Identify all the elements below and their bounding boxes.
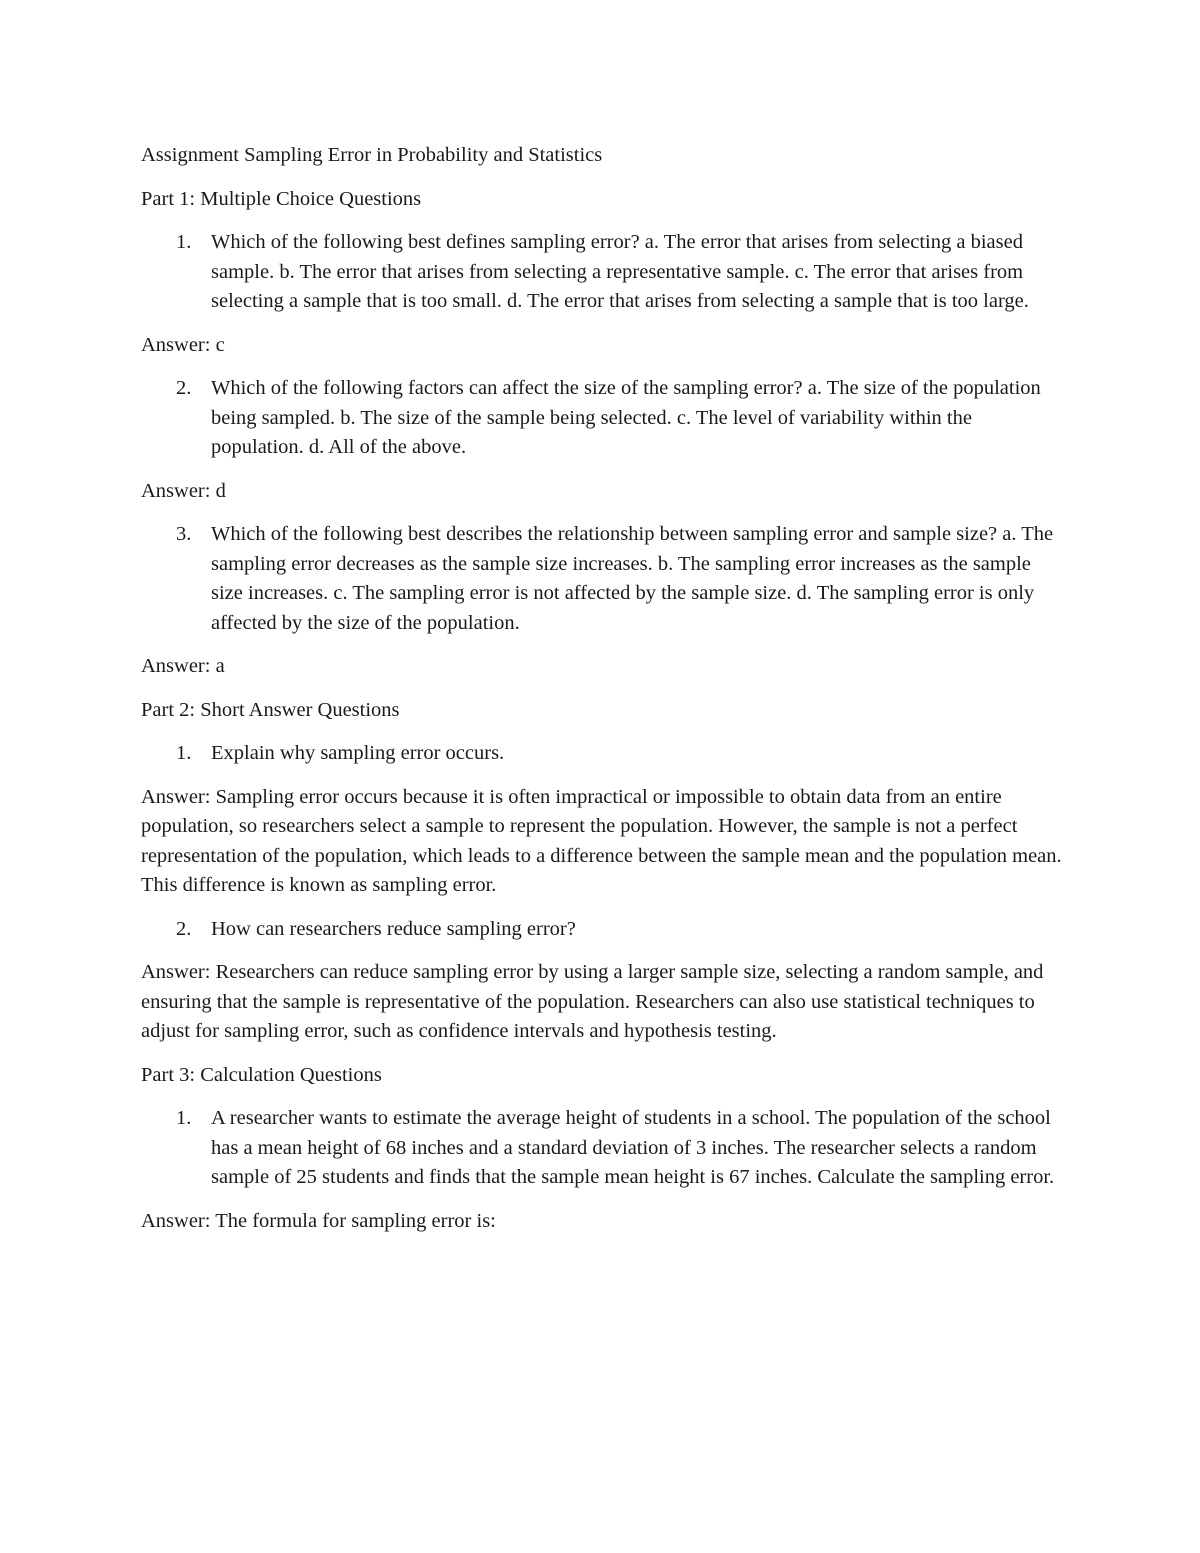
question-number: 1.: [176, 231, 192, 253]
part-1-question-1: [141, 228, 1066, 317]
part-2-question-2: [141, 915, 1066, 945]
part-1-question-2: [141, 374, 1066, 463]
question-number: 1.: [176, 742, 192, 764]
question-text: Which of the following best defines sampling error? a. The error that arises from selecting a biased sample. b. The error that arises from selecting a representative sample. c. The error that arises from selecting a sample that is too small. d. The error that arises from selecting a sample that is too large.: [211, 231, 1029, 312]
answer-text: Answer: The formula for sampling error is:: [141, 1209, 496, 1232]
question-number: 2.: [176, 377, 192, 399]
question-item: [141, 374, 1066, 463]
question-number: 3.: [176, 523, 192, 545]
question-item: [141, 228, 1066, 317]
part-1-heading: Part 1: Multiple Choice Questions: [141, 187, 422, 210]
question-text: Which of the following best describes the relationship between sampling error and sample size? a. The sampling error decreases as the sample size increases. b. The sampling error increases as the sample size increases. c. The sampling error is not affected by the sample size. d. The sampling error is only affected by the size of the population.: [211, 523, 1054, 634]
question-item: [141, 520, 1066, 638]
answer-text: Answer: a: [141, 655, 225, 677]
question-text: Which of the following factors can affect the size of the sampling error? a. The size of the population being sampled. b. The size of the sample being selected. c. The level of variability within the population. d. All of the above.: [211, 377, 1041, 458]
question-text: How can researchers reduce sampling error?: [211, 917, 576, 940]
answer-text: Answer: d: [141, 479, 226, 502]
part-2-heading: Part 2: Short Answer Questions: [141, 698, 400, 721]
question-number: 1.: [176, 1107, 192, 1129]
document-title: Assignment Sampling Error in Probability and Statistics: [141, 144, 603, 166]
question-item: [141, 1104, 1066, 1193]
question-item: [141, 739, 1066, 769]
question-item: [141, 915, 1066, 945]
document-body: [141, 141, 1066, 1250]
part-3-heading: Part 3: Calculation Questions: [141, 1063, 382, 1086]
part-3-question-1: [141, 1104, 1066, 1193]
part-1-question-3: [141, 520, 1066, 638]
answer-text: Answer: Researchers can reduce sampling error by using a larger sample size, selecting a random sample, and ensuring that the sample is representative of the population. Researchers can also use statistical techniques to adjust for sampling error, such as confidence intervals and hypothesis testing.: [141, 961, 1044, 1042]
question-number: 2.: [176, 917, 192, 940]
answer-text: Answer: Sampling error occurs because it is often impractical or impossible to obtain data from an entire population, so researchers select a sample to represent the population. However, the sample is not a perfect representation of the population, which leads to a difference between the sample mean and the population mean. This difference is known as sampling error.: [141, 785, 1062, 896]
question-text: A researcher wants to estimate the average height of students in a school. The population of the school has a mean height of 68 inches and a standard deviation of 3 inches. The researcher selects a random sample of 25 students and finds that the sample mean height is 67 inches. Calculate the sampling error.: [211, 1107, 1055, 1188]
part-2-question-1: [141, 739, 1066, 769]
question-text: Explain why sampling error occurs.: [211, 742, 505, 764]
answer-text: Answer: c: [141, 333, 225, 356]
